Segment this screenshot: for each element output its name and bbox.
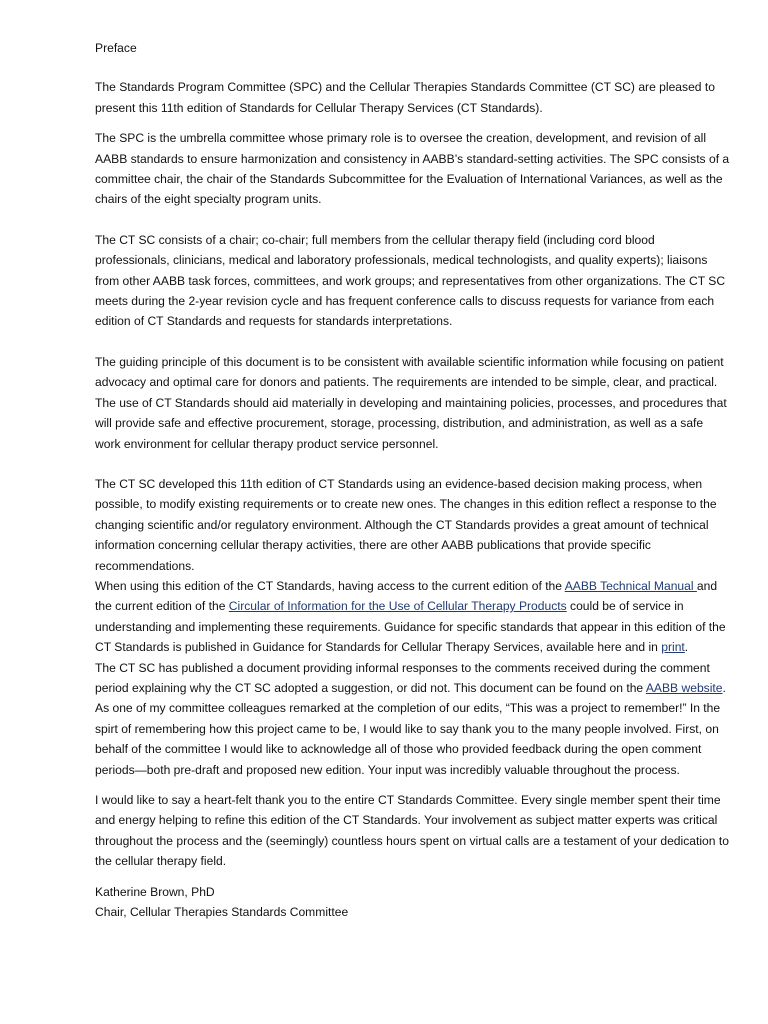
paragraph-text: When using this edition of the CT Standards, having access to the current edition of the bbox=[95, 578, 565, 593]
paragraph-text: The CT SC has published a document providing informal responses to the comments received during the comment period explaining why the CT SC adopted a suggestion, or did not. This document can be found on the bbox=[95, 660, 710, 695]
paragraph-text: could be of service in understanding and implementing these requirements. Guidance for specific standards that appear in this edition of the CT Standards is published in Guidance for Standards for Cellular Therapy Services, available here and in bbox=[95, 599, 726, 655]
paragraph-text: . bbox=[722, 680, 726, 695]
signature-name: Katherine Brown, PhD bbox=[95, 884, 215, 899]
print-link[interactable]: print bbox=[661, 640, 685, 655]
paragraph-intro: The Standards Program Committee (SPC) and the Cellular Therapies Standards Committee (CT SC) are pleased to present this 11th edition of Standards for Cellular Therapy Services (CT Standards). bbox=[95, 80, 715, 115]
aabb-technical-manual-link[interactable]: AABB Technical Manual bbox=[564, 578, 697, 593]
paragraph-resources bbox=[95, 576, 731, 658]
paragraph-spc: The SPC is the umbrella committee whose primary role is to oversee the creation, development, and revision of all AABB standards to ensure harmonization and consistency in AABB’s standard-setting activities. The SPC consists of a committee chair, the chair of the Standards Subcommittee for the Evaluation of International Variances, as well as the chairs of the eight specialty program units. bbox=[95, 131, 730, 207]
paragraph-text: and the current edition of the bbox=[95, 578, 718, 614]
paragraph-thanks: I would like to say a heart-felt thank you to the entire CT Standards Committee. Every single member spent their time and energy helping to refine this edition of the CT Standards. Your involvement as subject matter experts was critical throughout the process and the (seemingly) countless hours spent on virtual calls are a testament of your dedication to the cellular therapy field. bbox=[95, 793, 729, 869]
paragraph-guiding-principle: The guiding principle of this document is to be consistent with available scientific information while focusing on patient advocacy and optimal care for donors and patients. The requirements are intended to be simple, clear, and practical. The use of CT Standards should aid materially in developing and maintaining policies, processes, and procedures that will provide safe and effective procurement, storage, processing, distribution, and administration, as well as a safe work environment for cellular therapy product service personnel. bbox=[95, 354, 727, 451]
document-page bbox=[95, 38, 731, 922]
paragraph-acknowledgement: As one of my committee colleagues remarked at the completion of our edits, “This was a project to remember!” In the spirt of remembering how this project came to be, I would like to say thank you to the many people involved. First, on behalf of the committee I would like to acknowledge all of those who provided feedback during the open comment periods—both pre-draft and proposed new edition. Your input was incredibly valuable throughout the process. bbox=[95, 701, 721, 777]
paragraph-evidence-based: The CT SC developed this 11th edition of CT Standards using an evidence-based decision making process, when possible, to modify existing requirements or to create new ones. The changes in this edition reflect a response to the changing scientific and/or regulatory environment. Although the CT Standards provides a great amount of technical information concerning cellular therapy activities, there are other AABB publications that provide specific recommendations. bbox=[95, 476, 717, 573]
circular-of-information-link[interactable]: Circular of Information for the Use of Cellular Therapy Products bbox=[228, 599, 567, 614]
signature-role: Chair, Cellular Therapies Standards Committee bbox=[95, 905, 349, 920]
page-title: Preface bbox=[95, 41, 137, 55]
paragraph-text: . bbox=[684, 640, 689, 655]
paragraph-ctsc: The CT SC consists of a chair; co-chair; full members from the cellular therapy field (including cord blood professionals, clinicians, medical and laboratory professionals, medical technologists, and quality experts); liaisons from other AABB task forces, committees, and work groups; and representatives from other organizations. The CT SC meets during the 2-year revision cycle and has frequent conference calls to discuss requests for variance from each edition of CT Standards and requests for standards interpretations. bbox=[95, 232, 726, 329]
aabb-website-link[interactable]: AABB website bbox=[645, 680, 723, 695]
paragraph-comments bbox=[95, 658, 731, 699]
